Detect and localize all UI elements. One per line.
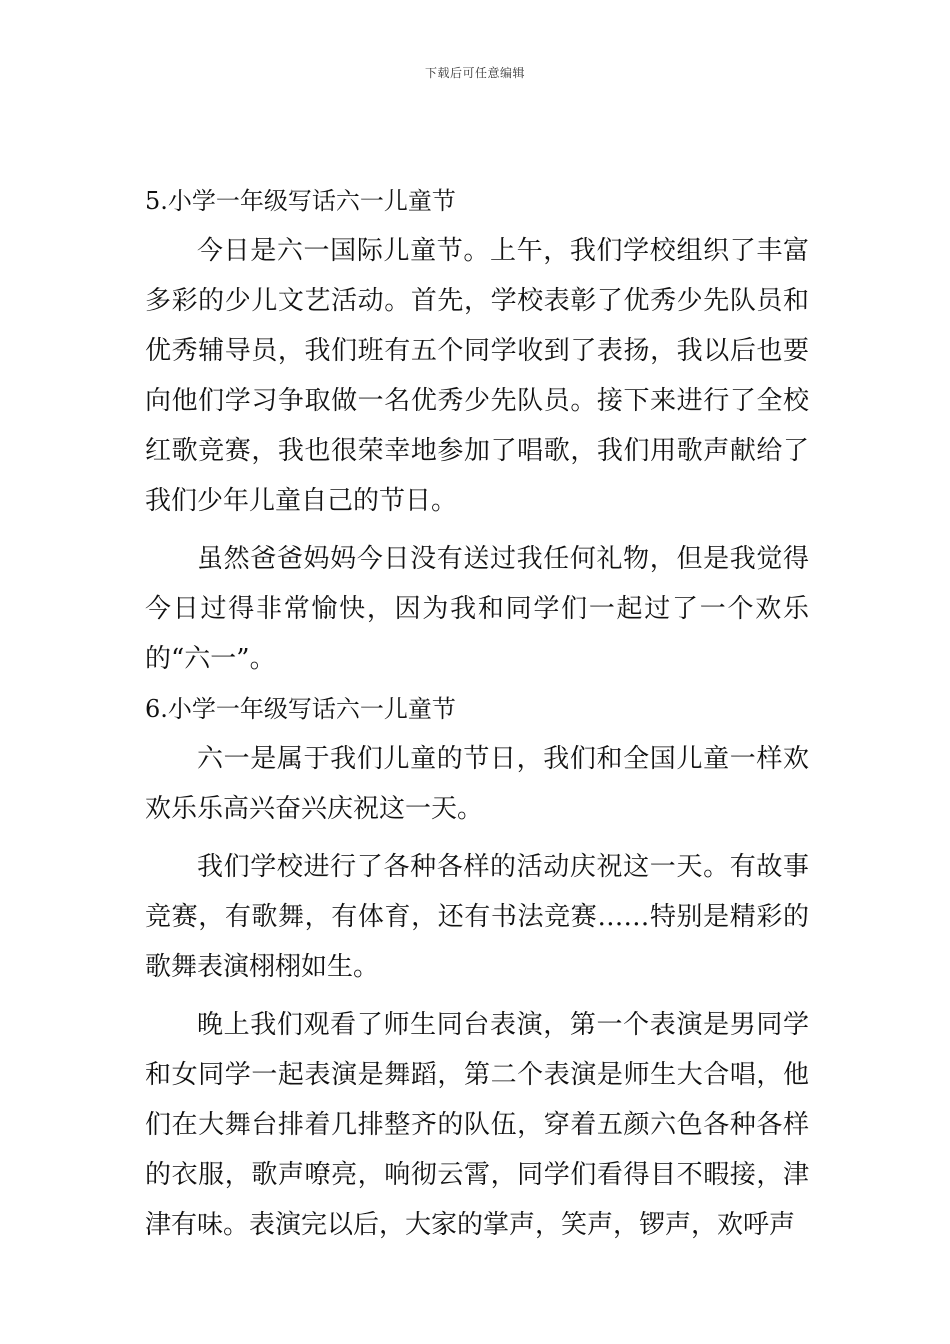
section-6-paragraph-3: 晚上我们观看了师生同台表演，第一个表演是男同学和女同学一起表演是舞蹈，第二个表演是师生大合唱，他们在大舞台排着几排整齐的队伍，穿着五颜六色各种各样的衣服，歌声嘹亮，响彻云霄，同学们看得目不暇接，津津有味。表演完以后，大家的掌声，笑声，锣声，欢呼声 [145,1010,809,1240]
section-6-paragraph-2: 我们学校进行了各种各样的活动庆祝这一天。有故事竞赛，有歌舞，有体育，还有书法竞赛……特别是精彩的歌舞表演栩栩如生。 [145,852,809,982]
section-6-paragraph-1: 六一是属于我们儿童的节日，我们和全国儿童一样欢欢乐乐高兴奋兴庆祝这一天。 [145,744,809,824]
section-6-title: 6.小学一年级写话六一儿童节 [145,695,456,723]
section-5-title: 5.小学一年级写话六一儿童节 [145,187,456,215]
section-5-paragraph-1: 今日是六一国际儿童节。上午，我们学校组织了丰富多彩的少儿文艺活动。首先，学校表彰了优秀少先队员和优秀辅导员，我们班有五个同学收到了表扬，我以后也要向他们学习争取做一名优秀少先队员。接下来进行了全校红歌竞赛，我也很荣幸地参加了唱歌，我们用歌声献给了我们少年儿童自己的节日。 [145,236,809,516]
page-header-note: 下载后可任意编辑 [424,66,525,80]
section-5-paragraph-2: 虽然爸爸妈妈今日没有送过我任何礼物，但是我觉得今日过得非常愉快，因为我和同学们一起过了一个欢乐的“六一”。 [145,544,809,674]
document-body [145,176,809,1250]
